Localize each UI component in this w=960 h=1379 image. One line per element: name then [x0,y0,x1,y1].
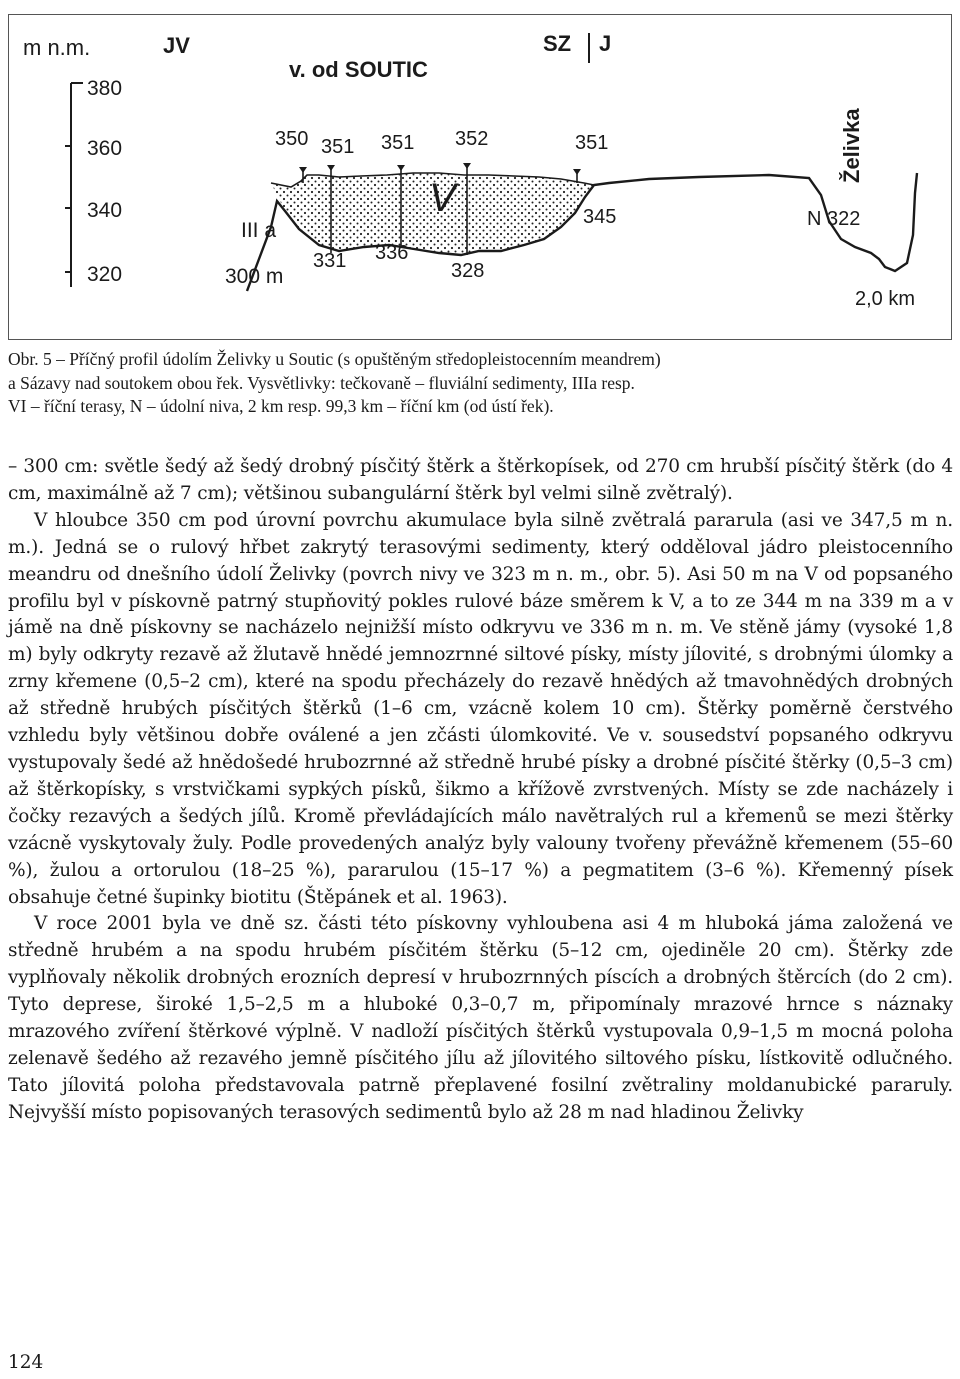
caption-line: a Sázavy nad soutokem obou řek. Vysvětlivky: tečkovaně – fluviální sedimenty, IIIa resp. [8,372,635,393]
bottom-label: 328 [451,260,485,282]
borehole-marker [573,169,581,175]
borehole-marker [463,163,471,169]
borehole-marker [327,165,335,171]
river-name-label: Želivka [839,108,864,183]
floodplain-label: N 322 [807,208,861,230]
borehole-marker [299,167,307,173]
paragraph: – 300 cm: světle šedý až šedý drobný písčitý štěrk a štěrkopísek, od 270 cm hrubší písčitý štěrk (do 4 cm, maximálně až 7 cm); většinou subangulární štěrk byl velmi silně zvětralý). [8,456,953,504]
paragraph: V hloubce 350 cm pod úrovní povrchu akumulace byla silně zvětralá pararula (asi ve 347,5 m n. m.). Jedná se o rulový hřbet zakrytý terasovými sedimenty, který odděloval jádro pleistocenního meandru od dnešního údolí Želivky (povrch nivy ve 323 m n. m., obr. 5). Asi 50 m na V od popsaného profilu byl v pískovně patrný stupňovitý pokles rulové báze směrem k V, a to ze 344 m na 339 m a v jámě na dně pískovny se nacházelo nejnižší místo odkryvu ve 336 m n. m. Ve stěně jámy (vysoké 1,8 m) byly odkryty rezavě až žlutavě hnědé jemnozrnné siltové písky, místy jílovité, s drobnými úlomky a zrny křemene (0,5–2 cm), které na spodu přecházely do rezavě hnědých až tmavohnědých drobných až středně hrubých písčitých štěrků (1–6 cm, vzácně kolem 10 cm). Štěrky poměrně čerstvého vzhledu byly většinou dobře oválené a jen zčásti úlomkovité. Ve v. sousedství popsaného odkryvu vystupovaly šedé až hnědošedé hrubozrnné až středně hrubé písky a drobné písčité štěrky (0,5–3 cm) až štěrkopísky, s vrstvičkami sypkých písků, šikmo a křížově zvrstvených. Místy se zde nacházely i čočky rezavých a šedých jílů. Kromě převládajících málo navětralých rul a křemenů se mezi štěrky vzácně vyskytovaly žuly. Podle provedených analýz byly valouny tvořeny převážně křemenem (55–60 %), žulou a ortorulou (18–25 %), pararulou (15–17 %) a pegmatitem (3–6 %). Křemenný písek obsahuje četné šupinky biotitu (Štěpánek et al. 1963). [8,509,953,908]
y-tick-label: 360 [87,137,123,160]
distance-label: 300 m [225,265,284,288]
paragraph: V roce 2001 byla ve dně sz. části této pískovny vyhloubena asi 4 m hluboká jáma založená ve středně hrubém a na spodu hrubém písčitém štěrku (5–12 cm, ojediněle 20 cm). Štěrky zde vyplňovaly několik drobných erozních depresí v hrubozrnných píscích a drobných štěrcích (do 2 cm). Tyto deprese, široké 1,5–2,5 m a hluboké 0,3–0,7 m, připomínaly mrazové hrnce s náznaky mrazového zvíření štěrkové výplně. V nadloží písčitých štěrků vystupovala 0,9–1,5 m mocná poloha zelenavě šedého až rezavého jemně písčitého jílu až jílovitého siltového písku, lístkovitě odlučného. Tato jílovitá poloha představovala patrně přeplavené fosilní zvětraliny moldanubické pararuly. Nejvyšší místo popisovaných terasových sedimentů bylo až 28 m nad hladinou Želivky [8,913,953,1123]
direction-right-2: J [599,31,612,56]
borehole-label: 351 [321,136,355,158]
borehole-label: 350 [275,128,309,150]
y-tick-label: 340 [87,199,123,222]
river-km-label: 2,0 km [855,288,916,310]
figure-caption [8,348,952,419]
body-text [8,454,953,1127]
section-title: v. od SOUTIC [289,57,428,82]
bottom-label: 331 [313,250,347,272]
borehole-label: 351 [575,132,609,154]
direction-left: JV [163,33,190,58]
borehole-label: 352 [455,128,489,150]
terrace-v-label: V [429,176,456,220]
direction-right-1: SZ [543,31,572,56]
bottom-label: 336 [375,242,409,264]
y-tick-label: 320 [87,263,123,286]
unit-label: m n.m. [23,35,91,60]
page-number: 124 [8,1352,44,1373]
cross-section-diagram [9,15,953,341]
borehole-label: 351 [381,132,415,154]
y-tick-label: 380 [87,77,123,100]
terrace-label: III a [241,219,277,242]
caption-line: Obr. 5 – Příčný profil údolím Želivky u Soutic (s opuštěným středopleistocenním meandrem) [8,349,661,369]
borehole-marker [397,165,405,171]
right-slope-label: 345 [583,206,617,228]
caption-line: VI – říční terasy, N – údolní niva, 2 km resp. 99,3 km – říční km (od ústí řek). [8,396,554,416]
cross-section-figure [8,14,952,340]
